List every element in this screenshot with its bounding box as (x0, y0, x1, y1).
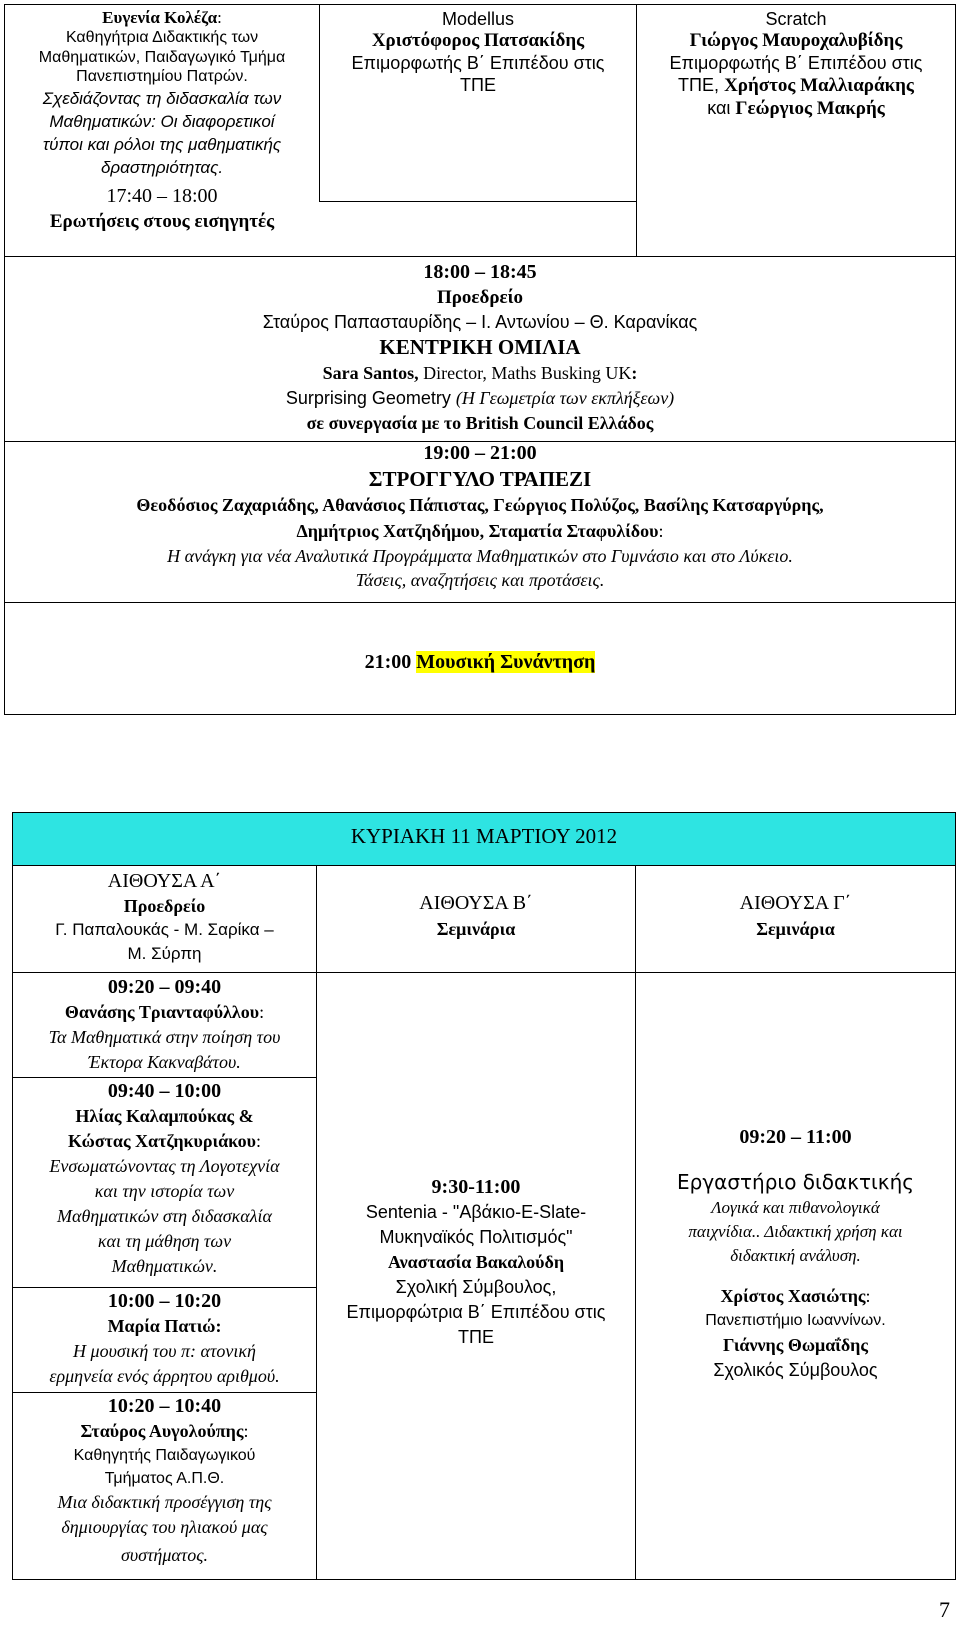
talk-title: Μαθηματικών. (111, 1256, 218, 1276)
talk-title: δημιουργίας του ηλιακού μας (61, 1517, 268, 1537)
speaker-line (13, 1129, 316, 1154)
speaker-name: Σταύρος Αυγολούπης (80, 1421, 244, 1441)
speaker-line (13, 1000, 316, 1025)
talk-title: Surprising Geometry (285, 388, 456, 408)
speaker-role: Σχολικός Σύμβουλος (713, 1360, 878, 1380)
questions-label: Ερωτήσεις στους εισηγητές (49, 210, 275, 232)
chairs-names: Γ. Παπαλουκάς - Μ. Σαρίκα – (55, 920, 274, 939)
table-border-bottom (12, 1579, 956, 1580)
panelists-line (5, 518, 955, 544)
speaker-name: Κώστας Χατζηκυριάκου (68, 1131, 256, 1151)
talk-line (5, 386, 955, 410)
keynote-session (5, 257, 955, 441)
speaker-role: ΤΠΕ (458, 1327, 494, 1347)
chairs-names: Σταύρος Παπασταυρίδης – Ι. Αντωνίου – Θ. Καρανίκας (262, 312, 698, 332)
talk-slot (13, 1078, 316, 1287)
talk-title-greek: (Η Γεωμετρία των εκπλήξεων) (455, 388, 675, 408)
talk-title: Τα Μαθηματικά στην ποίηση του (48, 1027, 281, 1047)
talk-title: τύποι και ρόλοι της μαθηματικής (42, 134, 282, 154)
room-subtitle: Σεμινάρια (756, 919, 835, 939)
time-slot: 10:20 – 10:40 (107, 1395, 222, 1417)
talk-slot (13, 1288, 316, 1392)
colon: : (631, 363, 638, 383)
session-kolezа (5, 8, 319, 253)
workshop-title: Εργαστήριο διδακτικής (676, 1170, 915, 1194)
conjunction: και (707, 98, 736, 118)
talk-slot (13, 974, 316, 1077)
time-slot: 9:30-11:00 (431, 1176, 521, 1198)
talk-title: Μια διδακτική προσέγγιση της (57, 1492, 272, 1512)
colon: : (259, 1002, 265, 1022)
speaker-role: Επιμορφωτής Β΄ Επιπέδου στις (351, 53, 605, 73)
chair-label: Προεδρείο (436, 287, 524, 308)
speaker-name: Χριστόφορος Πατσακίδης (371, 30, 585, 51)
speaker-affiliation: Πανεπιστήμιο Ιωαννίνων. (705, 1312, 886, 1329)
talk-slot (13, 1393, 316, 1578)
room-c-header (636, 890, 955, 970)
talk-title: Η μουσική του π: ατονική (73, 1341, 256, 1361)
speaker-affiliation: Καθηγητής Παιδαγωγικού (73, 1447, 256, 1464)
music-label: Μουσική Συνάντηση (416, 651, 596, 673)
seminar-slot (317, 1174, 635, 1374)
seminar-title: Μυκηναϊκός Πολιτισμός" (379, 1227, 573, 1247)
speaker-affiliation: Τμήματος Α.Π.Θ. (104, 1470, 225, 1487)
speaker-name: Θανάσης Τριανταφύλλου (64, 1002, 260, 1022)
chair-label: Προεδρείο (123, 896, 206, 916)
time-slot: 21:00 (364, 651, 417, 673)
music-session (5, 603, 955, 713)
speaker-line (13, 1419, 316, 1444)
speaker-name: Αναστασία Βακαλούδη (387, 1252, 565, 1272)
talk-title: Μαθηματικών στη διδασκαλία (57, 1206, 272, 1226)
row-divider (12, 972, 956, 973)
time-slot: 19:00 – 21:00 (423, 442, 537, 464)
talk-title: Ενσωματώνοντας τη Λογοτεχνία (49, 1156, 280, 1176)
keynote-heading: ΚΕΝΤΡΙΚΗ ΟΜΙΛΙΑ (379, 335, 581, 359)
roundtable-heading: ΣΤΡΟΓΓΥΛΟ ΤΡΑΠΕΖΙ (368, 467, 592, 491)
speaker-name: Sara Santos, (322, 363, 419, 383)
row-divider (319, 201, 637, 202)
speaker-name: Ηλίας Καλαμπούκας & (75, 1106, 254, 1126)
talk-title: Σχεδιάζοντας τη διδασκαλία των (42, 88, 282, 108)
seminar-title: Sentenia - "Αβάκιο-E-Slate- (365, 1202, 587, 1222)
speaker-role: Επιμορφώτρια Β΄ Επιπέδου στις (346, 1302, 606, 1322)
speaker-role: ΤΠΕ, (678, 75, 725, 95)
room-title: ΑΙΘΟΥΣΑ Β΄ (419, 892, 533, 914)
speaker-role: Καθηγήτρια Διδακτικής των (65, 29, 259, 46)
room-title: ΑΙΘΟΥΣΑ Γ΄ (739, 892, 852, 914)
time-slot: 10:00 – 10:20 (107, 1290, 222, 1312)
room-b-header (317, 890, 635, 970)
table-border-right (955, 812, 956, 1580)
talk-title: και τη μάθηση των (97, 1231, 232, 1251)
table-border-top (4, 4, 956, 5)
time-slot: 09:20 – 11:00 (739, 1126, 852, 1148)
talk-title: συστήματος. (120, 1545, 209, 1565)
table-border-bottom (4, 714, 956, 715)
time-slot: 09:20 – 09:40 (107, 976, 222, 998)
colon: : (658, 521, 664, 541)
room-title: ΑΙΘΟΥΣΑ Α΄ (107, 870, 222, 892)
speaker-name: Χρήστος Μαλλιαράκης (724, 75, 914, 96)
speaker-line (636, 1284, 955, 1309)
speaker-affiliation: Director, Maths Busking UK (418, 363, 632, 383)
time-slot: 09:40 – 10:00 (107, 1080, 222, 1102)
speaker-name: Ευγενία Κολέζα (102, 8, 218, 27)
day-heading: ΚΥΡΙΑΚΗ 11 ΜΑΡΤΙΟΥ 2012 (350, 824, 618, 848)
speaker-name: Μαρία Πατιώ: (107, 1316, 222, 1336)
software-name: Scratch (765, 9, 827, 29)
time-slot: 18:00 – 18:45 (423, 261, 537, 283)
speaker-role: Πανεπιστημίου Πατρών. (76, 68, 248, 85)
colon: : (243, 1421, 249, 1441)
talk-title: και την ιστορία των (94, 1181, 235, 1201)
table-border-right (955, 4, 956, 715)
speaker-line (637, 74, 955, 97)
speaker-role: Μαθηματικών, Παιδαγωγικό Τμήμα (38, 48, 286, 66)
session-modellus (320, 8, 636, 198)
workshop-description: Λογικά και πιθανολογικά (711, 1198, 880, 1217)
speaker-line (637, 97, 955, 120)
speaker-role: Σχολική Σύμβουλος, (395, 1277, 557, 1297)
talk-title: Μαθηματικών: Οι διαφορετικοί (49, 111, 275, 131)
roundtable-session (5, 442, 955, 602)
speaker-role: Επιμορφωτής Β΄ Επιπέδου στις (669, 53, 923, 73)
page-number: 7 (939, 1597, 950, 1622)
speaker-role: ΤΠΕ (460, 75, 496, 95)
colon: : (217, 8, 222, 27)
music-line (5, 649, 955, 675)
speaker-name: Γιώργος Μαυροχαλυβίδης (689, 30, 903, 51)
speaker-line (5, 8, 319, 28)
speaker-name: Γεώργιος Μακρής (735, 98, 885, 119)
colon: : (255, 1131, 261, 1151)
workshop-slot (636, 1124, 955, 1384)
panelists: Θεοδόσιος Ζαχαριάδης, Αθανάσιος Πάπιστας, Γεώργιος Πολύζος, Βασίλης Κατσαργύρης, (136, 495, 824, 515)
software-name: Modellus (441, 9, 515, 29)
roundtable-topic: Τάσεις, αναζητήσεις και προτάσεις. (355, 570, 605, 590)
talk-title: Έκτορα Κακναβάτου. (88, 1052, 241, 1072)
speaker-name: Γιάννης Θωμαΐδης (722, 1335, 868, 1355)
workshop-description: παιχνίδια.. Διδακτική χρήση και (688, 1222, 903, 1241)
speaker-line (5, 360, 955, 386)
workshop-description: διδακτική ανάλυση. (730, 1246, 861, 1265)
colon: : (865, 1286, 871, 1306)
chairs-names: Μ. Σύρπη (127, 944, 202, 963)
partner-note: σε συνεργασία με το British Council Ελλάδος (306, 413, 654, 433)
room-subtitle: Σεμινάρια (436, 919, 516, 939)
session-scratch (637, 8, 955, 253)
afternoon-program-table (4, 4, 956, 715)
table-border-top (12, 812, 956, 813)
time-slot: 17:40 – 18:00 (106, 184, 218, 207)
sunday-program-table (12, 812, 956, 1580)
speaker-name: Χρίστος Χασιώτης (720, 1286, 866, 1306)
row-divider (12, 865, 956, 866)
talk-title: ερμηνεία ενός άρρητου αριθμού. (49, 1366, 280, 1386)
talk-title: δραστηριότητας. (100, 157, 224, 177)
roundtable-topic: Η ανάγκη για νέα Αναλυτικά Προγράμματα Μαθηματικών στο Γυμνάσιο και στο Λύκειο. (167, 546, 793, 566)
room-a-header (13, 868, 316, 972)
panelists: Δημήτριος Χατζηδήμου, Σταματία Σταφυλίδου (296, 521, 659, 541)
